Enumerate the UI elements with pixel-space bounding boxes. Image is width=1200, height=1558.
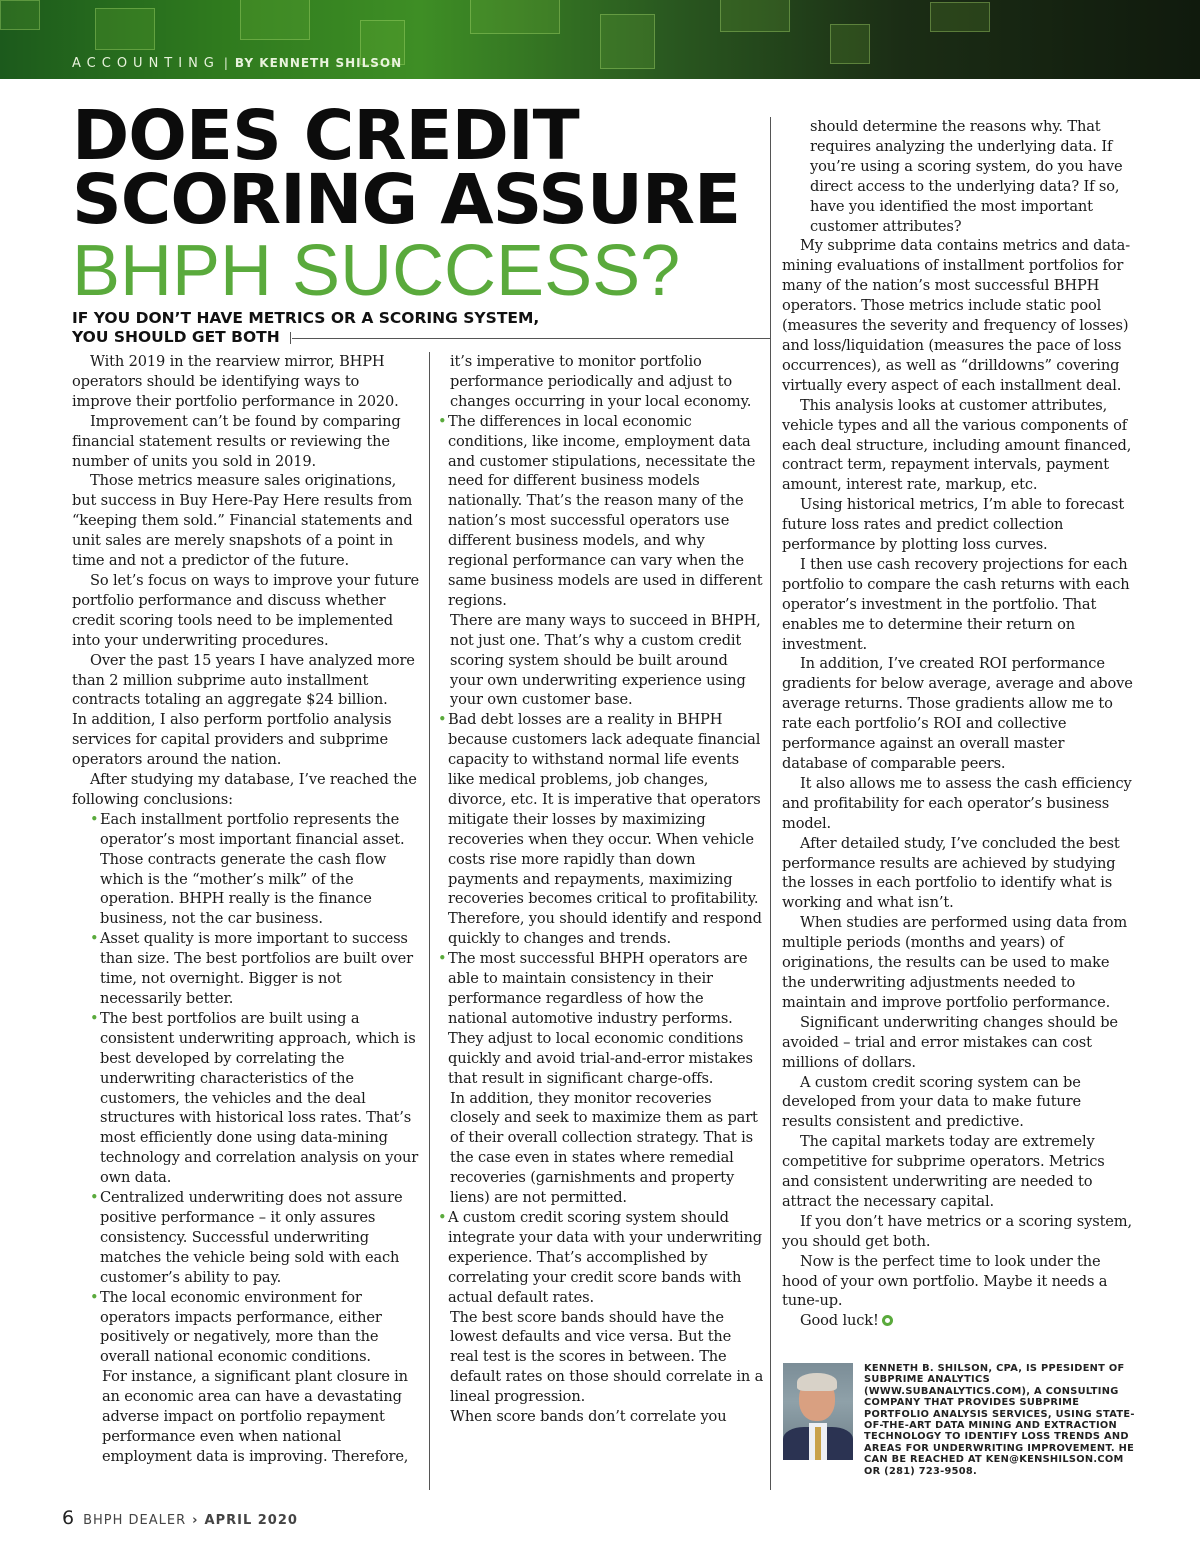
subhead-rule-tick (290, 332, 291, 344)
good-luck-text: Good luck! (800, 1312, 879, 1330)
decor-square (95, 8, 155, 50)
paragraph: In addition, I’ve created ROI performance gradients for below average, average and above average returns. Those gradients allow me to rate each portfolio’s ROI and collective performance against an overall master database of comparable peers. (782, 655, 1133, 772)
magazine-name: BHPH DEALER (83, 1513, 187, 1528)
issue-date: APRIL 2020 (204, 1513, 298, 1528)
section-name: ACCOUNTING (72, 56, 220, 71)
paragraph: If you don’t have metrics or a scoring system, you should get both. (782, 1212, 1132, 1250)
decor-square (930, 2, 990, 32)
paragraph: So let’s focus on ways to improve your future portfolio performance and discuss whether credit scoring tools need to be implemented into your underwriting procedures. (72, 571, 420, 649)
paragraph: In addition, I also perform portfolio analysis services for capital providers and subprime operators around the nation. (72, 711, 392, 769)
title-line-1: DOES CREDIT (72, 96, 579, 176)
bullet-continuation: There are many ways to succeed in BHPH, not just one. That’s why a custom credit scoring system should be built around your own underwriting experience using your own customer base. (450, 611, 761, 709)
header-band (0, 0, 1200, 79)
photo-hair (797, 1373, 837, 1391)
decor-square (240, 0, 310, 40)
decor-square (830, 24, 870, 64)
column-1 (72, 352, 420, 1467)
paragraph: My subprime data contains metrics and data-mining evaluations of installment portfolios for many of the nation’s most successful BHPH operators. Those metrics include static pool (measures the severity and frequency of losses) and loss/liquidation (measures the pace of loss occurrences), as well as “drilldowns” covering virtually every aspect of each installment deal. (782, 237, 1130, 394)
paragraph: It also allows me to assess the cash efficiency and profitability for each operator’s business model. (782, 774, 1132, 832)
subhead-line-1: IF YOU DON’T HAVE METRICS OR A SCORING SYSTEM, (72, 309, 540, 327)
column-2 (438, 352, 764, 1427)
header-label (72, 56, 402, 71)
decor-square (720, 0, 790, 32)
paragraph: Improvement can’t be found by comparing financial statement results or reviewing the number of units you sold in 2019. (72, 412, 401, 470)
column-rule-2 (770, 117, 771, 1490)
title-line-2: SCORING ASSURE (72, 160, 741, 240)
bullet-item: • A custom credit scoring system should integrate your data with your underwriting experience. That’s accomplished by correlating your credit score bands with actual default rates. (438, 1208, 764, 1308)
bullet-continuation: When score bands don’t correlate you (450, 1408, 727, 1426)
byline: BY KENNETH SHILSON (234, 56, 403, 70)
paragraph: After detailed study, I’ve concluded the best performance results are achieved by studying the losses in each portfolio to identify what is working and what isn’t. (782, 834, 1120, 912)
author-photo (783, 1363, 853, 1460)
decor-square (470, 0, 560, 34)
bullet-item: • Each installment portfolio represents the operator’s most important financial asset. Those contracts generate the cash flow which is the “mother’s milk” of the operation. BHPH really is the finance business, not the car business. (90, 810, 420, 929)
bullet-item: • Bad debt losses are a reality in BHPH because customers lack adequate financial capacity to withstand normal life events like medical problems, job changes, divorce, etc. It is imperative that operators mitigate their losses by maximizing recoveries when they occur. When vehicle costs rise more rapidly than down payments and repayments, maximizing recoveries becomes critical to profitability. Therefore, you should identify and respond quickly to changes and trends. (438, 710, 764, 949)
decor-square (600, 14, 655, 69)
bullet-list (72, 810, 420, 1467)
subhead-line-2: YOU SHOULD GET BOTH (72, 328, 280, 346)
closing-line (782, 1311, 1134, 1331)
subhead-rule (292, 338, 770, 339)
header-separator: | (223, 56, 229, 70)
paragraph: After studying my database, I’ve reached the following conclusions: (72, 771, 417, 808)
bullet-continuation: In addition, they monitor recoveries closely and seek to maximize them as part of their overall collection strategy. That is the case even in states where remedial recoveries (garnishments and property liens) are not permitted. (450, 1089, 758, 1207)
bullet-item: • The most successful BHPH operators are able to maintain consistency in their performance regardless of how the national automotive industry performs. They adjust to local economic conditions quickly and avoid trial-and-error mistakes that result in significant charge-offs. (438, 949, 764, 1088)
paragraph: Using historical metrics, I’m able to forecast future loss rates and predict collection performance by plotting loss curves. (782, 496, 1125, 554)
bullet-item: • The differences in local economic conditions, like income, employment data and customer stipulations, necessitate the need for different business models nationally. That’s the reason many of the nation’s most successful operators use different business models, and why regional performance can vary when the same business models are used in different regions. (438, 412, 764, 611)
bullet-continuation: For instance, a significant plant closure in an economic area can have a devastating adverse impact on portfolio repayment performance even when national employment data is improving. Therefore, (102, 1368, 409, 1465)
bullet-item: • Centralized underwriting does not assure positive performance – it only assures consistency. Successful underwriting matches the vehicle being sold with each customer’s ability to pay. (90, 1188, 420, 1288)
bullet-continuation: it’s imperative to monitor portfolio performance periodically and adjust to changes occurring in your local economy. (450, 353, 752, 410)
page-number: 6 (62, 1507, 76, 1529)
author-bio: KENNETH B. SHILSON, CPA, IS PPESIDENT OF SUBPRIME ANALYTICS (WWW.SUBANALYTICS.COM), A CONSULTING COMPANY THAT PROVIDES SUBPRIME PORTFOLIO ANALYSIS SERVICES, USING STATE-OF-THE-ART DATA MINING AND EXTRACTION TECHNOLOGY TO IDENTIFY LOSS TRENDS AND AREAS FOR UNDERWRITING IMPROVEMENT. HE CAN BE REACHED AT KEN@KENSHILSON.COM OR (281) 723-9508. (864, 1363, 1135, 1477)
paragraph: Now is the perfect time to look under the hood of your own portfolio. Maybe it needs a tune-up. (782, 1252, 1108, 1310)
paragraph: A custom credit scoring system can be developed from your data to make future results consistent and predictive. (782, 1073, 1081, 1131)
bullet-continuation: should determine the reasons why. That requires analyzing the underlying data. If you’re using a scoring system, do you have direct access to the underlying data? If so, have you identified the most important customer attributes? (810, 118, 1123, 235)
paragraph: The capital markets today are extremely competitive for subprime operators. Metrics and consistent underwriting are needed to attract the necessary capital. (782, 1133, 1105, 1210)
paragraph: Significant underwriting changes should be avoided – trial and error mistakes can cost millions of dollars. (782, 1013, 1118, 1071)
subhead (72, 309, 632, 347)
paragraph: Over the past 15 years I have analyzed more than 2 million subprime auto installment contracts totaling an aggregate $24 billion. (72, 651, 415, 709)
article-title (72, 96, 772, 240)
paragraph: When studies are performed using data from multiple periods (months and years) of originations, the results can be used to make the underwriting adjustments needed to maintain and improve portfolio performance. (782, 914, 1128, 1011)
page-footer (62, 1507, 298, 1529)
paragraph: With 2019 in the rearview mirror, BHPH operators should be identifying ways to improve their portfolio performance in 2020. (72, 353, 399, 410)
column-3 (782, 117, 1134, 1331)
paragraph: This analysis looks at customer attributes, vehicle types and all the various components of each deal structure, including amount financed, contract term, repayment intervals, payment amount, interest rate, markup, etc. (782, 396, 1132, 494)
paragraph: Those metrics measure sales originations, but success in Buy Here-Pay Here results from “keeping them sold.” Financial statements and unit sales are merely snapshots of a point in time and not a predictor of the future. (72, 472, 413, 570)
bullet-item: • Asset quality is more important to success than size. The best portfolios are built over time, not overnight. Bigger is not necessarily better. (90, 929, 420, 1009)
decor-square (0, 0, 40, 30)
bullet-item: • The local economic environment for operators impacts performance, either positively or negatively, more than the overall national economic conditions. (90, 1288, 420, 1368)
end-mark-icon (882, 1315, 893, 1326)
chevron-right-icon: › (192, 1513, 199, 1528)
paragraph: I then use cash recovery projections for each portfolio to compare the cash returns with each operator’s investment in the portfolio. That enables me to determine their return on investment. (782, 555, 1130, 653)
bullet-item: • The best portfolios are built using a consistent underwriting approach, which is best developed by correlating the underwriting characteristics of the customers, the vehicles and the deal structures with historical loss rates. That’s most efficiently done using data-mining technology and correlation analysis on your own data. (90, 1009, 420, 1188)
title-line-3: BHPH SUCCESS? (72, 231, 681, 311)
bullet-continuation: The best score bands should have the lowest defaults and vice versa. But the real test is the scores in between. The default rates on those should correlate in a lineal progression. (450, 1308, 764, 1406)
column-rule-1 (429, 352, 430, 1490)
photo-tie (815, 1427, 821, 1460)
